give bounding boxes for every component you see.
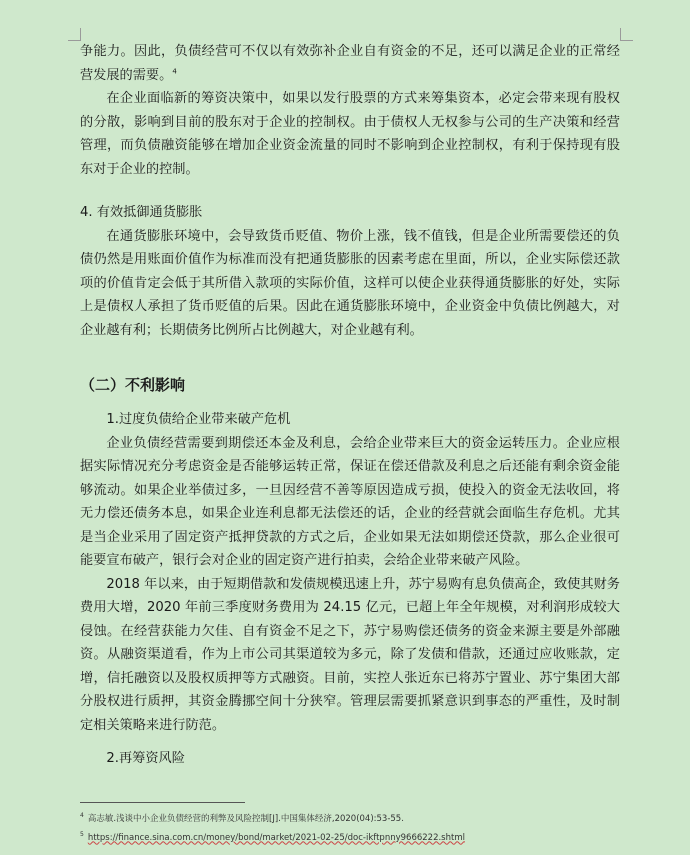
paragraph: 企业负债经营需要到期偿还本金及利息，会给企业带来巨大的资金运转压力。企业应根据实际情况充分考虑资金是否能够运转正常，保证在偿还借款及利息之后还能有剩余资金能够流动。如果企业举债过多，一旦因经营不善等原因造成亏损，使投入的资金无法收回，将无力偿还债务本息，如果企业连利息都无法偿还的话，企业的经营就会面临生存危机。尤其是当企业采用了固定资产抵押贷款的方式之后，企业如果无法如期偿还贷款，那么企业很可能要宣布破产，银行会对企业的固定资产进行拍卖，会给企业带来破产风险。 <box>80 435 620 568</box>
paragraph: 在通货膨胀环境中，会导致货币贬值、物价上涨，钱不值钱，但是企业所需要偿还的负债仍然是用账面价值作为标准而没有把通货膨胀的因素考虑在里面，所以，企业实际偿还款项的价值肯定会低于其所借入款项的实际价值，这样可以使企业获得通货膨胀的好处，实际上是债权人承担了货币贬值的后果。因此在通货膨胀环境中，企业资金中负债比例越大，对企业越有利；长期债务比例所占比例越大，对企业越有利。 <box>80 228 620 338</box>
footnote: $^5$ https://finance.sina.com.cn/money/bond/market/2021-02-25/doc-ikftpnny9666222.shtml <box>80 830 465 843</box>
subheading-bankruptcy-risk: 1.过度负债给企业带来破产危机 <box>106 412 291 427</box>
paragraph: 在企业面临新的筹资决策中，如果以发行股票的方式来筹集资本，必定会带来现有股权的分散，影响到目前的股东对于企业的控制权。由于债权人无权参与公司的生产决策和经营管理，而负债融资能够在增加企业资金流量的同时不影响到企业控制权，有利于保持现有股东对于企业的控制。 <box>80 91 620 177</box>
footnote: $^4$ 高志敏.浅谈中小企业负债经营的利弊及风险控制[J].中国集体经济,2020(04):53-55. <box>80 812 404 824</box>
footnote-separator <box>80 802 245 803</box>
section-heading-adverse-effects: （二）不利影响 <box>80 376 186 394</box>
document-body <box>80 40 620 771</box>
paragraph: 争能力。因此，负债经营可不仅以有效弥补企业自有资金的不足，还可以满足企业的正常经营发展的需要。$^4$ <box>80 44 620 83</box>
footnotes <box>80 802 640 846</box>
paragraph: 2018 年以来，由于短期借款和发债规模迅速上升，苏宁易购有息负债高企，致使其财务费用大增，2020 年前三季度财务费用为 24.15 亿元，已超上年全年规模，对利润形成较大侵蚀。在经营获能力欠佳、自有资金不足之下，苏宁易购偿还债务的资金来源主要是外部融资。从融资渠道看，作为上市公司其渠道较为多元，除了发债和借款，还通过应收账款，定增，信托融资以及股权质押等方式融资。目前，实控人张近东已将苏宁置业、苏宁集团大部分股权进行质押，其资金腾挪空间十分狭窄。管理层需要抓紧意识到事态的严重性，及时制定相关策略来进行防范。 <box>80 576 620 733</box>
footnote-link[interactable]: https://finance.sina.com.cn/money/bond/market/2021-02-25/doc-ikftpnny9666222.shtml <box>87 832 465 843</box>
subheading-refinancing-risk: 2.再筹资风险 <box>106 751 185 766</box>
subheading-inflation: 4. 有效抵御通货膨胀 <box>80 205 203 220</box>
margin-corner-top-right <box>620 28 633 41</box>
footnote-marker: 4 <box>172 67 177 76</box>
